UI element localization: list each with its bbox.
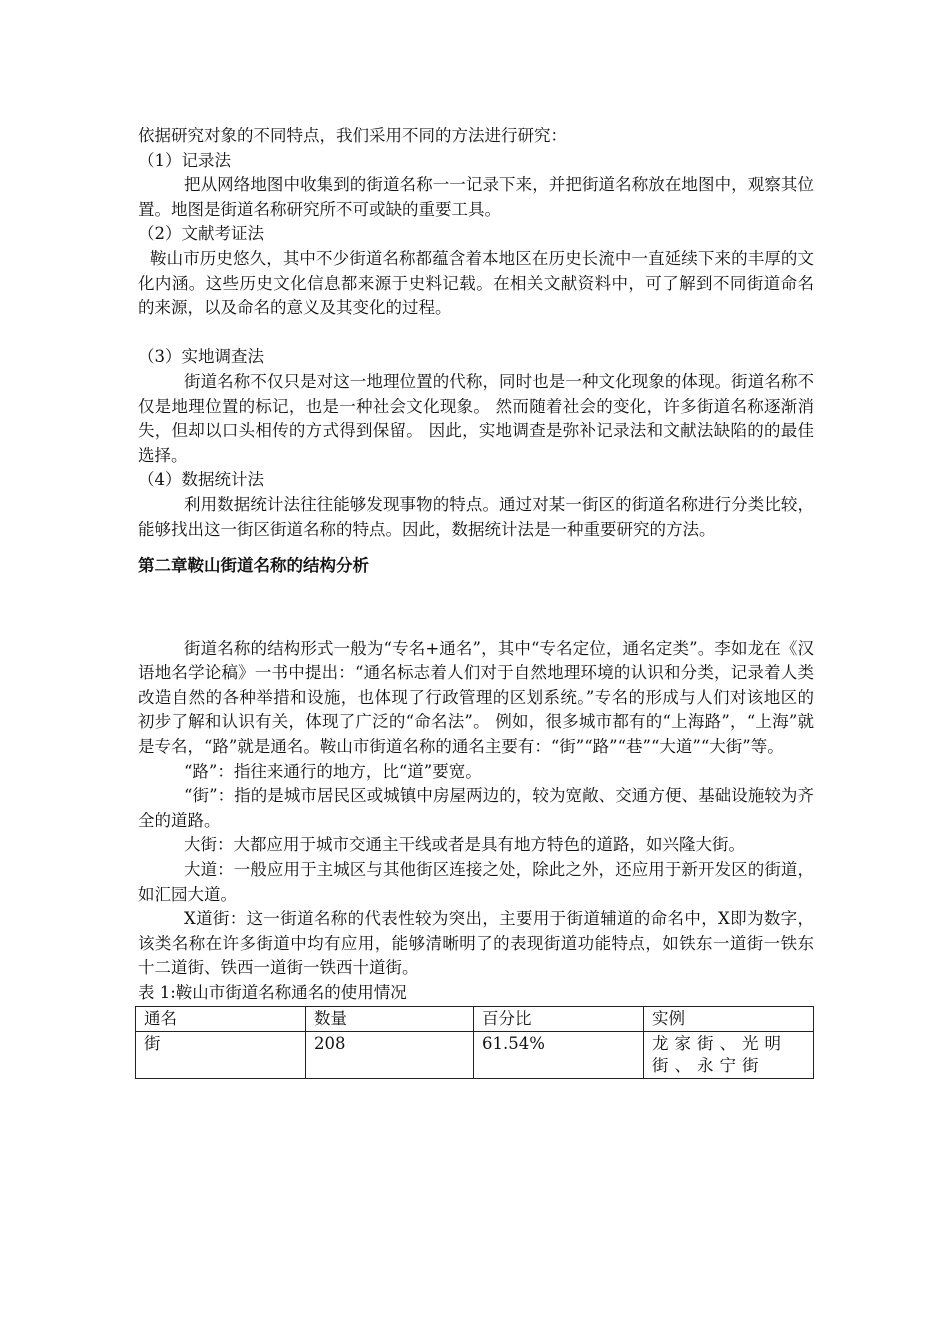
method-2-heading: （2）文献考证法 bbox=[138, 224, 264, 244]
table-header-row bbox=[136, 1006, 814, 1031]
dajie-definition: 大街：大都应用于城市交通主干线或者是具有地方特色的道路，如兴隆大街。 bbox=[184, 835, 745, 855]
structure-paragraph: 街道名称的结构形式一般为“专名+通名”，其中“专名定位，通名定类”。李如龙在《汉语地名学论稿》一书中提出：“通名标志着人们对于自然地理环境的认识和分类，记录着人类改造自然的各种举措和设施，也体现了行政管理的区划系统。”专名的形成与人们对该地区的初步了解和认识有关，体现了广泛的“命名法”。 例如，很多城市都有的“上海路”，“上海”就是专名，“路”就是通名。鞍山市街道名称的通名主要有：“街”“路”“巷”“大道”“大街”等。 bbox=[138, 638, 814, 757]
street-name-table bbox=[135, 1006, 814, 1079]
x-daojie-definition: X道街：这一街道名称的代表性较为突出，主要用于街道辅道的命名中，X即为数字，该类名称在许多街道中均有应用，能够清晰明了的表现街道功能特点，如铁东一道街一铁东十二道街、铁西一道街一铁西十道街。 bbox=[138, 909, 814, 978]
method-1-heading: （1）记录法 bbox=[138, 150, 231, 170]
table-caption: 表 1:鞍山市街道名称通名的使用情况 bbox=[138, 983, 407, 1002]
header-count: 数量 bbox=[306, 1006, 474, 1031]
document-body bbox=[138, 124, 814, 1079]
header-tongming: 通名 bbox=[136, 1006, 306, 1031]
method-4-paragraph: 利用数据统计法往往能够发现事物的特点。通过对某一街区的街道名称进行分类比较，能够找出这一街区街道名称的特点。因此，数据统计法是一种重要研究的方法。 bbox=[138, 494, 814, 539]
lu-definition: “路”：指往来通行的地方，比“道”要宽。 bbox=[184, 761, 482, 781]
intro-paragraph: 依据研究对象的不同特点，我们采用不同的方法进行研究： bbox=[138, 126, 567, 145]
method-3-paragraph: 街道名称不仅只是对这一地理位置的代称，同时也是一种文化现象的体现。街道名称不仅是地理位置的标记，也是一种社会文化现象。 然而随着社会的变化，许多街道名称逐渐消失，但却以口头相传的方式得到保留。 因此，实地调查是弥补记录法和文献法缺陷的的最佳选择。 bbox=[138, 371, 814, 465]
dadao-definition: 大道：一般应用于主城区与其他街区连接之处，除此之外，还应用于新开发区的街道，如汇园大道。 bbox=[138, 860, 814, 904]
cell-count: 208 bbox=[306, 1031, 474, 1078]
jie-definition: “街”：指的是城市居民区或城镇中房屋两边的，较为宽敞、交通方便、基础设施较为齐全的道路。 bbox=[138, 786, 814, 830]
table-row bbox=[136, 1031, 814, 1078]
method-2-paragraph: 鞍山市历史悠久，其中不少街道名称都蕴含着本地区在历史长流中一直延续下来的丰厚的文化内涵。这些历史文化信息都来源于史料记载。在相关文献资料中，可了解到不同街道命名的来源，以及命名的意义及其变化的过程。 bbox=[138, 248, 814, 318]
chapter-title: 第二章鞍山街道名称的结构分析 bbox=[138, 556, 369, 576]
header-examples: 实例 bbox=[644, 1006, 814, 1031]
cell-percent: 61.54% bbox=[474, 1031, 644, 1078]
method-4-heading: （4）数据统计法 bbox=[138, 470, 264, 490]
method-3-heading: （3）实地调查法 bbox=[138, 347, 264, 367]
method-1-paragraph: 把从网络地图中收集到的街道名称一一记录下来，并把街道名称放在地图中，观察其位置。地图是街道名称研究所不可或缺的重要工具。 bbox=[138, 175, 814, 219]
blank-line bbox=[138, 321, 814, 346]
cell-tongming: 街 bbox=[136, 1031, 306, 1078]
header-percent: 百分比 bbox=[474, 1006, 644, 1031]
cell-examples: 龙家街、光明街、永宁街 bbox=[644, 1031, 814, 1078]
